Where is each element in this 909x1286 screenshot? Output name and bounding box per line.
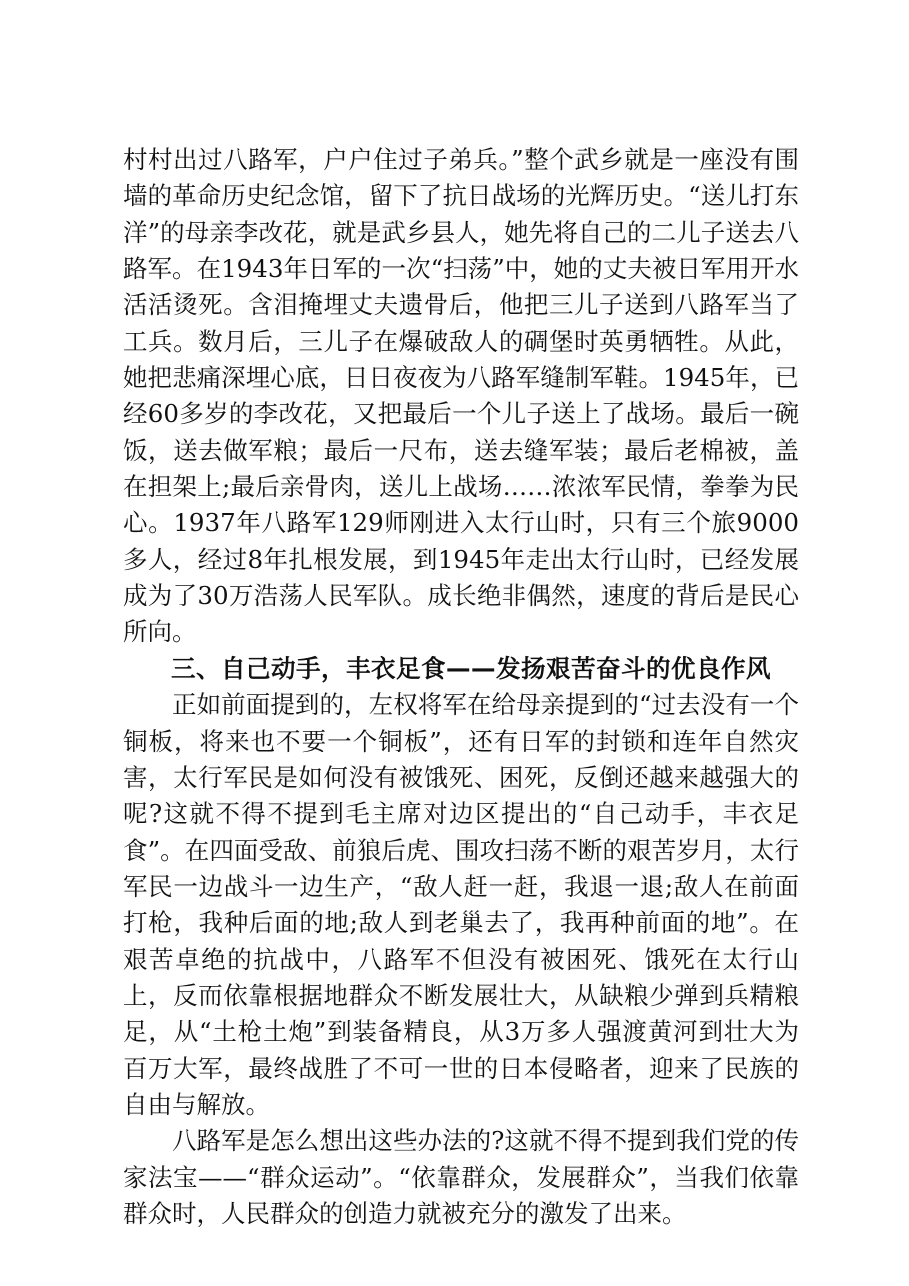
document-page [123,142,799,1232]
paragraph-self-reliance: 正如前面提到的，左权将军在给母亲提到的“过去没有一个铜板，将来也不要一个铜板”，还有日军的封锁和连年自然灾害，太行军民是如何没有被饿死、困死，反倒还越来越强大的呢?这就不得不提到毛主席对边区提出的“自己动手，丰衣足食”。在四面受敌、前狼后虎、围攻扫荡不断的艰苦岁月，太行军民一边战斗一边生产，“敌人赶一赶，我退一退;敌人在前面打枪，我种后面的地;敌人到老巢去了，我再种前面的地”。在艰苦卓绝的抗战中，八路军不但没有被困死、饿死在太行山上，反而依靠根据地群众不断发展壮大，从缺粮少弹到兵精粮足，从“土枪土炮”到装备精良，从3万多人强渡黄河到壮大为百万大军，最终战胜了不可一世的日本侵略者，迎来了民族的自由与解放。 [123,690,799,1119]
section-heading: 三、自己动手，丰衣足食——发扬艰苦奋斗的优良作风 [171,653,771,683]
paragraph-mass-movement: 八路军是怎么想出这些办法的?这就不得不提到我们党的传家法宝——“群众运动”。“依靠群众，发展群众”，当我们依靠群众时，人民群众的创造力就被充分的激发了出来。 [123,1126,799,1228]
paragraph-li-gaihua-story: 村村出过八路军，户户住过子弟兵。”整个武乡就是一座没有围墙的革命历史纪念馆，留下了抗日战场的光辉历史。“送儿打东洋”的母亲李改花，就是武乡县人，她先将自己的二儿子送去八路军。在1943年日军的一次“扫荡”中，她的丈夫被日军用开水活活烫死。含泪掩埋丈夫遗骨后，他把三儿子送到八路军当了工兵。数月后，三儿子在爆破敌人的碉堡时英勇牺牲。从此，她把悲痛深埋心底，日日夜夜为八路军缝制军鞋。1945年，已经60多岁的李改花，又把最后一个儿子送上了战场。最后一碗饭，送去做军粮；最后一尺布，送去缝军装；最后老棉被，盖在担架上;最后亲骨肉，送儿上战场……浓浓军民情，拳拳为民心。1937年八路军129师刚进入太行山时，只有三个旅9000多人，经过8年扎根发展，到1945年走出太行山时，已经发展成为了30万浩荡人民军队。成长绝非偶然，速度的背后是民心所向。 [123,145,799,647]
